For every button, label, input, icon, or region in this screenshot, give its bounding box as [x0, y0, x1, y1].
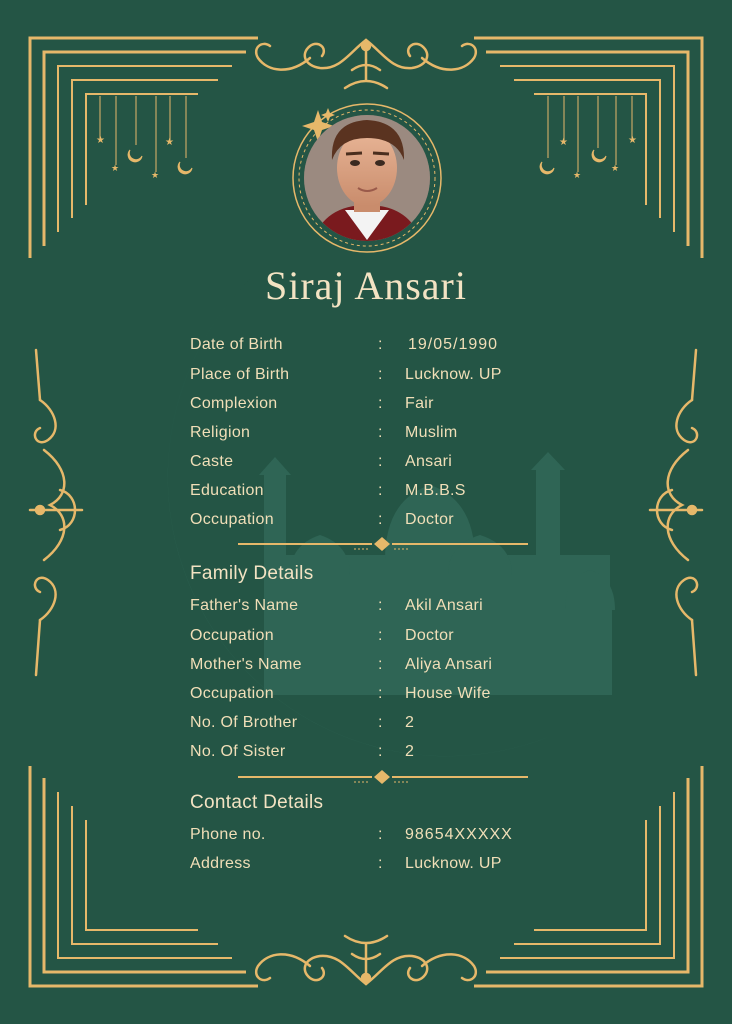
family-row-mothers-name: [190, 656, 610, 682]
separator: :: [378, 627, 383, 644]
hanging-moons-stars-left: [96, 96, 192, 180]
svg-text:★: ★: [559, 137, 568, 148]
contact-row-phone: [190, 826, 610, 852]
svg-text:★: ★: [611, 163, 620, 173]
corner-frame-top-right: [474, 38, 702, 258]
detail-value: 2: [405, 714, 415, 731]
svg-text:★: ★: [151, 170, 160, 180]
detail-label: Place of Birth: [190, 366, 290, 383]
detail-value: Lucknow. UP: [405, 855, 502, 872]
detail-value: 19/05/1990: [408, 336, 499, 353]
detail-row-date-of-birth: [190, 336, 610, 362]
separator: :: [378, 743, 383, 760]
detail-value: M.B.B.S: [405, 482, 466, 499]
detail-label: Father's Name: [190, 597, 299, 614]
corner-frame-top-left: [30, 38, 258, 258]
detail-value: Doctor: [405, 511, 454, 528]
detail-row-education: [190, 482, 610, 508]
detail-row-religion: [190, 424, 610, 450]
top-ornament-icon: [256, 40, 476, 88]
svg-text:★: ★: [165, 137, 174, 148]
detail-value: Akil Ansari: [405, 597, 483, 614]
detail-label: No. Of Sister: [190, 743, 286, 760]
detail-value: Lucknow. UP: [405, 366, 502, 383]
detail-value: Ansari: [405, 453, 453, 470]
detail-label: Phone no.: [190, 826, 266, 843]
detail-value: House Wife: [405, 685, 491, 702]
family-row-father-occupation: [190, 627, 610, 653]
svg-text:★: ★: [573, 170, 582, 180]
detail-label: Complexion: [190, 395, 278, 412]
separator: :: [378, 366, 383, 383]
detail-label: Mother's Name: [190, 656, 302, 673]
left-side-ornament-icon: [30, 350, 82, 675]
separator: :: [378, 511, 383, 528]
separator: :: [378, 656, 383, 673]
detail-label: Religion: [190, 424, 251, 441]
detail-label: Occupation: [190, 511, 274, 528]
detail-row-occupation: [190, 511, 610, 537]
detail-label: No. Of Brother: [190, 714, 298, 731]
separator: :: [378, 826, 383, 843]
separator: :: [378, 336, 383, 353]
detail-value: 2: [405, 743, 415, 760]
separator: :: [378, 597, 383, 614]
svg-text:★: ★: [628, 135, 637, 146]
family-row-fathers-name: [190, 597, 610, 623]
family-row-sisters: [190, 743, 610, 769]
contact-details-heading: Contact Details: [190, 792, 324, 813]
divider-2: [238, 770, 528, 784]
detail-label: Address: [190, 855, 251, 872]
detail-label: Occupation: [190, 627, 274, 644]
detail-value: Doctor: [405, 627, 454, 644]
hanging-moons-stars-right: [540, 96, 637, 180]
detail-label: Education: [190, 482, 264, 499]
svg-text:★: ★: [96, 135, 105, 146]
separator: :: [378, 424, 383, 441]
family-row-brothers: [190, 714, 610, 740]
detail-label: Caste: [190, 453, 234, 470]
detail-label: Date of Birth: [190, 336, 283, 353]
separator: :: [378, 855, 383, 872]
separator: :: [378, 714, 383, 731]
detail-row-complexion: [190, 395, 610, 421]
detail-value: 98654XXXXX: [405, 826, 513, 843]
bottom-ornament-icon: [256, 936, 476, 984]
detail-label: Occupation: [190, 685, 274, 702]
separator: :: [378, 453, 383, 470]
contact-row-address: [190, 855, 610, 881]
family-details-heading: Family Details: [190, 563, 314, 584]
detail-row-caste: [190, 453, 610, 479]
separator: :: [378, 395, 383, 412]
separator: :: [378, 482, 383, 499]
detail-value: Aliya Ansari: [405, 656, 493, 673]
detail-value: Muslim: [405, 424, 458, 441]
svg-text:★: ★: [111, 163, 120, 173]
profile-name: Siraj Ansari: [265, 263, 467, 308]
family-row-mother-occupation: [190, 685, 610, 711]
detail-value: Fair: [405, 395, 434, 412]
separator: :: [378, 685, 383, 702]
detail-row-place-of-birth: [190, 366, 610, 392]
right-side-ornament-icon: [650, 350, 702, 675]
